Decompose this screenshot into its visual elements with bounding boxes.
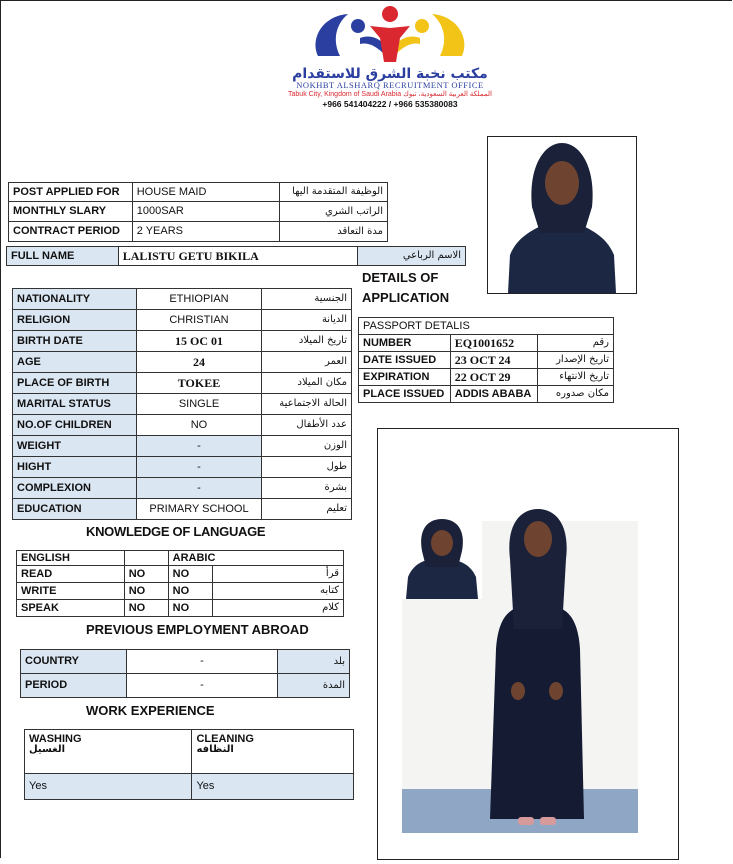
passport-label: NUMBER (359, 335, 451, 352)
personal-details-table (12, 288, 352, 520)
table-row (13, 415, 352, 436)
table-row (359, 369, 614, 386)
logo-figures-icon (300, 4, 480, 70)
personal-arabic-label: العمر (262, 352, 352, 373)
personal-arabic-label: مكان الميلاد (262, 373, 352, 394)
experience-en-label: CLEANING (196, 733, 254, 745)
table-row (13, 436, 352, 457)
table-row (21, 650, 350, 674)
employment-table (20, 649, 350, 698)
table-row (17, 600, 344, 617)
personal-value: TOKEE (136, 373, 262, 394)
job-arabic-label: الراتب الشري (280, 202, 388, 222)
personal-value: ETHIOPIAN (136, 289, 262, 310)
personal-value: 24 (136, 352, 262, 373)
table-row (13, 331, 352, 352)
language-skill-label: WRITE (17, 583, 125, 600)
personal-arabic-label: الحالة الاجتماعية (262, 394, 352, 415)
language-col-arabic: ARABIC (168, 551, 343, 566)
passport-value: ADDIS ABABA (450, 386, 538, 403)
language-english-value: NO (124, 600, 168, 617)
details-heading-line-1: DETAILS OF (362, 270, 439, 285)
personal-arabic-label: تاريخ الميلاد (262, 331, 352, 352)
experience-en-label: WASHING (29, 733, 82, 745)
personal-arabic-label: طول (262, 457, 352, 478)
employment-label: PERIOD (21, 674, 127, 698)
personal-arabic-label: الديانة (262, 310, 352, 331)
passport-arabic-label: مكان صدوره (538, 386, 614, 403)
personal-arabic-label: عدد الأطفال (262, 415, 352, 436)
passport-title: PASSPORT DETALIS (359, 318, 614, 335)
job-label: POST APPLIED FOR (9, 183, 133, 202)
experience-ar-label: النظافه (196, 744, 234, 755)
table-row (17, 583, 344, 600)
passport-arabic-label: تاريخ الانتهاء (538, 369, 614, 386)
language-col-english: ENGLISH (17, 551, 125, 566)
job-table (8, 182, 388, 242)
language-skill-label: SPEAK (17, 600, 125, 617)
table-row (13, 457, 352, 478)
passport-arabic-label: تاريخ الإصدار (538, 352, 614, 369)
passport-value: 23 OCT 24 (450, 352, 538, 369)
portrait-photo (487, 136, 637, 294)
experience-item-cleaning (192, 730, 354, 774)
personal-value: SINGLE (136, 394, 262, 415)
employment-value: - (126, 674, 277, 698)
office-arabic-name: مكتب نخبة الشرق للاستقدام (292, 66, 488, 82)
personal-label: RELIGION (13, 310, 137, 331)
table-row (359, 335, 614, 352)
office-address: Tabuk City, Kingdom of Saudi Arabia المملكة العربية السعودية، تبوك (288, 91, 492, 98)
job-arabic-label: الوظيفة المتقدمة اليها (280, 183, 388, 202)
passport-label: EXPIRATION (359, 369, 451, 386)
language-english-value: NO (124, 583, 168, 600)
passport-value: EQ1001652 (450, 335, 538, 352)
experience-ar-label: الغسيل (29, 744, 66, 755)
personal-value: NO (136, 415, 262, 436)
table-row (9, 183, 388, 202)
personal-label: COMPLEXION (13, 478, 137, 499)
language-table (16, 550, 344, 617)
table-row (13, 289, 352, 310)
table-row (13, 478, 352, 499)
job-value: 2 YEARS (132, 222, 280, 242)
personal-label: BIRTH DATE (13, 331, 137, 352)
personal-value: 15 OC 01 (136, 331, 262, 352)
experience-value: Yes (192, 774, 354, 800)
employment-heading: PREVIOUS EMPLOYMENT ABROAD (86, 622, 309, 637)
table-row (359, 352, 614, 369)
office-phones: +966 541404222 / +966 535380083 (322, 99, 458, 109)
employment-arabic-label: المدة (278, 674, 350, 698)
language-english-value: NO (124, 566, 168, 583)
details-heading-line-2: APPLICATION (362, 290, 450, 305)
personal-value: - (136, 436, 262, 457)
employment-label: COUNTRY (21, 650, 127, 674)
language-arabic-label: كتابه (212, 583, 343, 600)
personal-label: WEIGHT (13, 436, 137, 457)
experience-heading: WORK EXPERIENCE (86, 703, 215, 718)
language-arabic-label: كلام (212, 600, 343, 617)
passport-arabic-label: رقم (538, 335, 614, 352)
language-skill-label: READ (17, 566, 125, 583)
personal-label: MARITAL STATUS (13, 394, 137, 415)
employment-value: - (126, 650, 277, 674)
table-row (13, 499, 352, 520)
personal-label: EDUCATION (13, 499, 137, 520)
full-name-value: LALISTU GETU BIKILA (118, 247, 357, 266)
personal-label: HIGHT (13, 457, 137, 478)
personal-label: PLACE OF BIRTH (13, 373, 137, 394)
language-arabic-label: قرأ (212, 566, 343, 583)
passport-table (358, 317, 614, 403)
table-row (13, 310, 352, 331)
passport-label: PLACE ISSUED (359, 386, 451, 403)
personal-value: PRIMARY SCHOOL (136, 499, 262, 520)
table-row (13, 373, 352, 394)
full-name-label: FULL NAME (7, 247, 119, 266)
employment-arabic-label: بلد (278, 650, 350, 674)
table-row (17, 566, 344, 583)
full-name-arabic-label: الاسم الرباعي (358, 247, 466, 266)
table-row (13, 394, 352, 415)
office-logo (300, 4, 480, 70)
personal-value: - (136, 478, 262, 499)
language-arabic-value: NO (168, 583, 212, 600)
personal-arabic-label: الوزن (262, 436, 352, 457)
full-name-table (6, 246, 466, 266)
personal-arabic-label: تعليم (262, 499, 352, 520)
passport-label: DATE ISSUED (359, 352, 451, 369)
experience-table (24, 729, 354, 800)
language-arabic-value: NO (168, 600, 212, 617)
full-body-photo (377, 428, 679, 860)
experience-item-washing (25, 730, 192, 774)
experience-value: Yes (25, 774, 192, 800)
personal-label: AGE (13, 352, 137, 373)
table-row (13, 352, 352, 373)
table-row (9, 222, 388, 242)
personal-arabic-label: الجنسية (262, 289, 352, 310)
personal-arabic-label: بشرة (262, 478, 352, 499)
personal-value: CHRISTIAN (136, 310, 262, 331)
job-label: MONTHLY SLARY (9, 202, 133, 222)
language-heading: KNOWLEDGE OF LANGUAGE (86, 524, 266, 539)
passport-value: 22 OCT 29 (450, 369, 538, 386)
table-row (21, 674, 350, 698)
table-row (359, 386, 614, 403)
personal-label: NO.OF CHILDREN (13, 415, 137, 436)
personal-value: - (136, 457, 262, 478)
table-row (9, 202, 388, 222)
job-label: CONTRACT PERIOD (9, 222, 133, 242)
job-arabic-label: مدة التعاقد (280, 222, 388, 242)
office-english-name: NOKHBT ALSHARQ RECRUITMENT OFFICE (296, 80, 484, 90)
personal-label: NATIONALITY (13, 289, 137, 310)
language-arabic-value: NO (168, 566, 212, 583)
job-value: 1000SAR (132, 202, 280, 222)
job-value: HOUSE MAID (132, 183, 280, 202)
